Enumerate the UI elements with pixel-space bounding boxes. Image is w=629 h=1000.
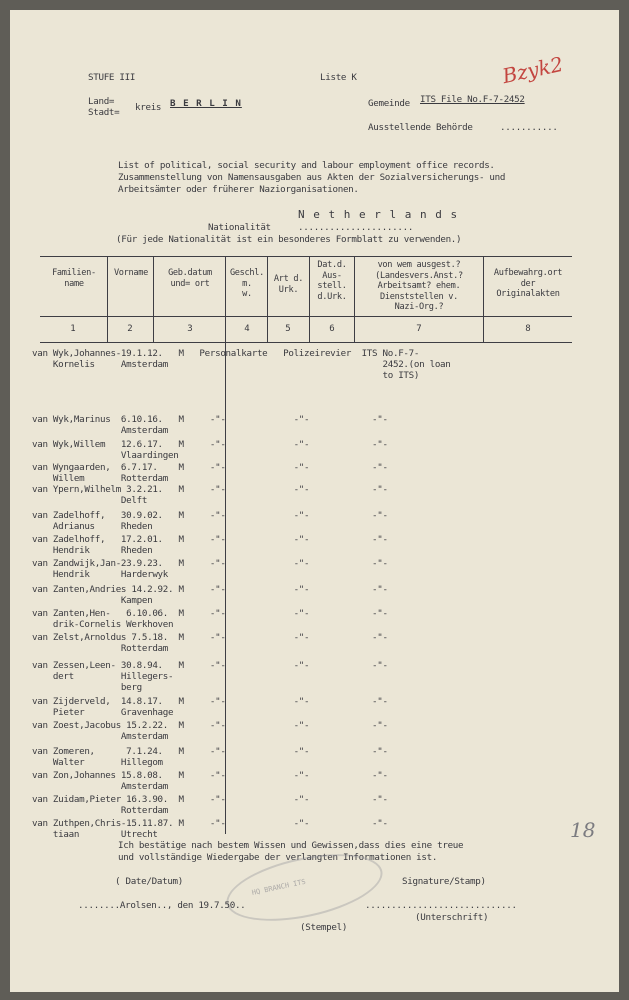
kreis-value: B E R L I N [170, 98, 242, 109]
certification-line-2: und vollständige Wiedergabe der verlangten Informationen ist. [118, 852, 438, 863]
row-line: van Wyngaarden, 6.7.17. M -"- -"- -"- [32, 462, 388, 473]
nationality-value: N e t h e r l a n d s [298, 208, 459, 221]
row-line: tiaan Utrecht [32, 829, 158, 840]
unterschrift-label: (Unterschrift) [415, 912, 489, 923]
header-vorname: Vorname [113, 268, 149, 278]
stempel-label: (Stempel) [300, 922, 348, 933]
row-line: Delft [32, 495, 148, 506]
row-line: Amsterdam [32, 731, 169, 742]
row-line: berg [32, 682, 142, 693]
col-number: 3 [187, 324, 193, 334]
nationality-note: (Für jede Nationalität ist ein besonderes Formblatt zu verwenden.) [116, 234, 462, 245]
col-divider [107, 256, 108, 342]
row-line: van Zomeren, 7.1.24. M -"- -"- -"- [32, 746, 388, 757]
header-aufbewahrungsort: Aufbewahrg.ort der Originalakten [493, 268, 563, 299]
header-geburt: Geb.datum und= ort [168, 268, 212, 289]
row-line: to ITS) [32, 370, 420, 381]
row-line: Vlaardingen [32, 450, 179, 461]
liste-label: Liste K [320, 72, 357, 83]
table-header-rule [40, 316, 572, 317]
place-and-date: ........Arolsen.., den 19.7.50.. [78, 900, 246, 911]
certification-line-1: Ich bestätige nach bestem Wissen und Gewissen,dass dies eine treue [118, 840, 464, 851]
row-line: van Zadelhoff, 30.9.02. M -"- -"- -"- [32, 510, 388, 521]
header-geschlecht: Geschl. m. w. [229, 268, 265, 299]
row-line: Willem Rotterdam [32, 473, 169, 484]
signature-label: Signature/Stamp) [402, 876, 486, 887]
row-line: van Wyk,Johannes-19.1.12. M Personalkarte Polizeirevier ITS No.F-7- [32, 348, 420, 359]
row-line: van Zoest,Jacobus 15.2.22. M -"- -"- -"- [32, 720, 388, 731]
row-line: van Wyk,Marinus 6.10.16. M -"- -"- -"- [32, 414, 388, 425]
row-line: van Zuthpen,Chris-15.11.87. M -"- -"- -"- [32, 818, 388, 829]
header-art-urkunde: Art d. Urk. [273, 274, 304, 295]
row-line: Hendrik Rheden [32, 545, 153, 556]
document-page [10, 10, 619, 992]
stamp-text: HQ BRANCH ITS [251, 877, 307, 897]
margin-note: 18 [570, 818, 596, 842]
row-line: drik-Cornelis Werkhoven [32, 619, 174, 630]
row-line: Hendrik Harderwyk [32, 569, 169, 580]
row-line: Rotterdam [32, 805, 169, 816]
row-line: van Zandwijk,Jan-23.9.23. M -"- -"- -"- [32, 558, 388, 569]
table-number-rule [40, 342, 572, 343]
col-number: 7 [416, 324, 422, 334]
col-number: 8 [525, 324, 531, 334]
handwritten-annotation: Bzyk2 [500, 51, 566, 89]
stadt-label: Stadt= [88, 107, 120, 118]
row-line: Kornelis Amsterdam 2452.(on loan [32, 359, 451, 370]
row-line: van Zanten,Hen- 6.10.06. M -"- -"- -"- [32, 608, 388, 619]
nationality-label: Nationalität [208, 222, 271, 233]
row-line: Adrianus Rheden [32, 521, 153, 532]
land-label: Land= [88, 96, 115, 107]
header-ausgestellt-von: von wem ausgest.? (Landesvers.Anst.? Arbeitsamt? ehem. Dienststellen v. Nazi-Org.? [375, 260, 463, 312]
signature-dots: ............................. [365, 900, 517, 911]
stufe-label: STUFE III [88, 72, 136, 83]
row-line: Amsterdam [32, 425, 169, 436]
ausstellende-label: Ausstellende Behörde [368, 122, 473, 133]
col-divider [153, 256, 154, 342]
col-number: 6 [329, 324, 335, 334]
col-number: 2 [127, 324, 133, 334]
ausstellende-dots: ........... [500, 122, 558, 133]
nationality-dots: ...................... [298, 222, 414, 233]
gemeinde-value: ITS File No.F-7-2452 [420, 94, 525, 105]
row-line: dert Hillegers- [32, 671, 174, 682]
col-number: 5 [285, 324, 291, 334]
row-line: van Zon,Johannes 15.8.08. M -"- -"- -"- [32, 770, 388, 781]
gemeinde-label: Gemeinde [368, 98, 410, 109]
row-line: Pieter Gravenhage [32, 707, 174, 718]
row-line: Amsterdam [32, 781, 169, 792]
row-line: van Zelst,Arnoldus 7.5.18. M -"- -"- -"- [32, 632, 388, 643]
intro-line-1: List of political, social security and labour employment office records. [118, 160, 495, 171]
row-line: Rotterdam [32, 643, 169, 654]
intro-line-3: Arbeitsämter oder früherer Naziorganisationen. [118, 184, 359, 195]
row-line: van Wyk,Willem 12.6.17. M -"- -"- -"- [32, 439, 388, 450]
row-line: van Zuidam,Pieter 16.3.90. M -"- -"- -"- [32, 794, 388, 805]
header-datum-ausstellung: Dat.d. Aus- stell. d.Urk. [317, 260, 347, 302]
header-familienname: Familien- name [52, 268, 96, 289]
row-line: Kampen [32, 595, 153, 606]
intro-line-2: Zusammenstellung von Namensausgaben aus Akten der Sozialversicherungs- und [118, 172, 506, 183]
kreis-label: kreis [135, 102, 162, 113]
table-top-rule [40, 256, 572, 257]
row-line: van Zanten,Andries 14.2.92. M -"- -"- -"- [32, 584, 388, 595]
date-label: ( Date/Datum) [115, 876, 184, 887]
row-line: van Zessen,Leen- 30.8.94. M -"- -"- -"- [32, 660, 388, 671]
row-line: van Zijderveld, 14.8.17. M -"- -"- -"- [32, 696, 388, 707]
row-line: Walter Hillegom [32, 757, 163, 768]
col-number: 4 [244, 324, 250, 334]
row-line: van Zadelhoff, 17.2.01. M -"- -"- -"- [32, 534, 388, 545]
col-number: 1 [70, 324, 76, 334]
row-line: van Ypern,Wilhelm 3.2.21. M -"- -"- -"- [32, 484, 388, 495]
